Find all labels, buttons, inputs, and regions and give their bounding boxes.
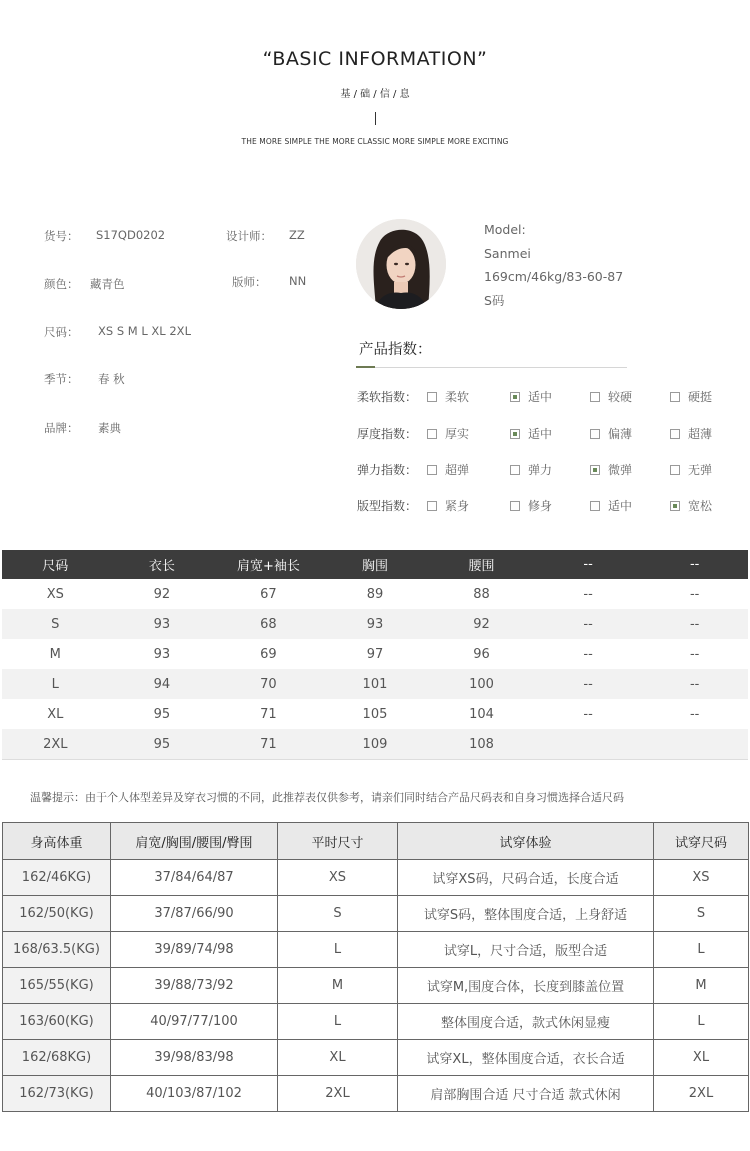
index-option-label: 宽松 <box>688 499 713 513</box>
index-option <box>427 388 469 405</box>
table-cell: 39/88/73/92 <box>111 968 278 1004</box>
table-cell: M <box>49 646 61 662</box>
index-option <box>427 425 469 442</box>
fit-table-header-cell: 试穿体验 <box>398 823 654 860</box>
size-notice: 温馨提示：由于个人体型差异及穿衣习惯的不同，此推荐表仅供参考，请亲们同时结合产品尺码表和自身习惯选择合适尺码 <box>30 791 624 804</box>
table-row <box>2 609 748 639</box>
product-index-divider <box>356 367 627 368</box>
size-table-header-cell: -- <box>535 550 642 579</box>
index-option <box>590 497 632 514</box>
table-cell: 163/60(KG) <box>3 1004 111 1040</box>
pattern-maker-value: NN <box>289 274 307 288</box>
table-cell: -- <box>583 586 593 602</box>
index-option-label: 偏薄 <box>608 427 633 441</box>
table-cell: XL <box>47 706 64 722</box>
table-cell: -- <box>689 706 700 722</box>
index-label: 厚度指数： <box>357 427 418 441</box>
table-cell: -- <box>583 706 593 722</box>
table-cell: -- <box>535 609 642 639</box>
index-option-label: 超弹 <box>445 463 470 477</box>
table-cell: 2XL <box>278 1076 398 1112</box>
table-cell: -- <box>689 646 700 662</box>
table-cell: 162/73(KG) <box>3 1076 111 1112</box>
table-row <box>2 729 748 760</box>
index-option <box>427 497 469 514</box>
table-cell: -- <box>535 669 642 699</box>
table-cell <box>535 729 642 760</box>
table-row <box>3 1076 749 1112</box>
table-cell: 39/98/83/98 <box>111 1040 278 1076</box>
fit-table-header <box>3 823 749 860</box>
table-cell: 97 <box>366 646 384 662</box>
checkbox-icon <box>427 501 437 511</box>
table-cell: 101 <box>322 669 429 699</box>
table-cell: 40/103/87/102 <box>111 1076 278 1112</box>
index-option-label: 超薄 <box>688 427 713 441</box>
table-cell: 165/55(KG) <box>3 968 111 1004</box>
table-cell: 肩部胸围合适 尺寸合适 款式休闲 <box>398 1076 654 1112</box>
model-size: S码 <box>484 292 505 308</box>
checkbox-checked-icon <box>590 465 600 475</box>
table-cell: 93 <box>109 609 216 639</box>
table-row <box>2 669 748 699</box>
size-table-header-cell: -- <box>641 550 748 579</box>
index-option-label: 厚实 <box>445 427 470 441</box>
index-option <box>510 497 552 514</box>
table-cell: 37/87/66/90 <box>111 896 278 932</box>
checkbox-icon <box>510 501 520 511</box>
size-value: XS S M L XL 2XL <box>98 324 191 338</box>
table-cell: 整体围度合适，款式休闲显瘦 <box>398 1004 654 1040</box>
brand-value: 素典 <box>98 421 121 435</box>
table-row <box>3 896 749 932</box>
table-row <box>3 860 749 896</box>
size-label: 尺码： <box>44 325 79 339</box>
table-cell: 108 <box>428 729 535 760</box>
table-cell: 试穿XS码，尺码合适，长度合适 <box>398 860 654 896</box>
checkbox-checked-icon <box>510 429 520 439</box>
index-option <box>590 388 632 405</box>
model-name: Sanmei <box>484 245 531 261</box>
table-cell: 37/84/64/87 <box>111 860 278 896</box>
table-cell: XS <box>46 586 64 602</box>
table-cell: XS <box>654 860 749 896</box>
table-cell: 93 <box>322 609 429 639</box>
index-option-label: 较硬 <box>608 390 633 404</box>
table-cell: M <box>654 968 749 1004</box>
table-cell: 40/97/77/100 <box>111 1004 278 1040</box>
size-table-header-cell: 肩宽+袖长 <box>215 550 322 579</box>
fit-table-header-cell: 试穿尺码 <box>654 823 749 860</box>
color-label: 颜色： <box>44 277 79 291</box>
index-option <box>510 425 552 442</box>
table-row <box>3 968 749 1004</box>
fit-table <box>2 822 749 1112</box>
table-cell: 95 <box>109 729 216 760</box>
checkbox-icon <box>670 429 680 439</box>
table-cell: XS <box>278 860 398 896</box>
index-option <box>427 461 469 478</box>
page-subtitle: 基 / 础 / 信 / 息 <box>340 89 410 100</box>
checkbox-icon <box>590 392 600 402</box>
table-cell: -- <box>641 609 748 639</box>
size-table-header-cell: 尺码 <box>2 550 109 579</box>
table-cell: 试穿M,围度合体，长度到膝盖位置 <box>398 968 654 1004</box>
index-option-label: 紧身 <box>445 499 470 513</box>
table-cell: L <box>654 932 749 968</box>
table-cell: 试穿XL，整体围度合适，衣长合适 <box>398 1040 654 1076</box>
index-label: 版型指数： <box>357 499 418 513</box>
checkbox-icon <box>670 392 680 402</box>
table-cell: 69 <box>260 646 277 662</box>
model-avatar <box>356 219 446 309</box>
table-cell: 89 <box>366 586 384 602</box>
table-cell: L <box>278 932 398 968</box>
index-option-label: 硬挺 <box>688 390 713 404</box>
table-cell: 88 <box>473 586 490 602</box>
checkbox-icon <box>510 465 520 475</box>
fit-table-header-cell: 肩宽/胸围/腰围/臀围 <box>111 823 278 860</box>
table-cell: 95 <box>153 706 171 722</box>
designer-label: 设计师： <box>226 229 272 243</box>
index-option-label: 修身 <box>528 499 553 513</box>
table-cell: XL <box>654 1040 749 1076</box>
size-table-header-cell: 胸围 <box>322 550 429 579</box>
table-cell <box>641 729 748 760</box>
index-option <box>510 388 552 405</box>
table-cell: 71 <box>215 729 322 760</box>
table-cell: 70 <box>215 669 322 699</box>
table-cell: 94 <box>109 669 216 699</box>
model-portrait-icon <box>356 219 446 309</box>
table-cell: 试穿S码，整体围度合适，上身舒适 <box>398 896 654 932</box>
size-table-header-cell: 衣长 <box>109 550 216 579</box>
table-cell: 92 <box>153 586 171 602</box>
table-cell: 168/63.5(KG) <box>3 932 111 968</box>
index-option-label: 柔软 <box>445 390 470 404</box>
page-title: “BASIC INFORMATION” <box>262 48 488 70</box>
index-option <box>670 461 712 478</box>
product-index-divider-accent <box>356 366 375 368</box>
season-label: 季节： <box>44 372 79 386</box>
table-row <box>2 579 748 609</box>
table-row <box>2 639 748 669</box>
table-row <box>2 699 748 729</box>
checkbox-icon <box>590 429 600 439</box>
table-cell: 试穿L，尺寸合适，版型合适 <box>398 932 654 968</box>
table-cell: 162/68KG) <box>3 1040 111 1076</box>
product-index-title: 产品指数： <box>359 342 432 358</box>
index-option-label: 适中 <box>528 427 553 441</box>
index-option <box>670 497 712 514</box>
table-cell: 105 <box>362 706 388 722</box>
table-cell: 67 <box>260 586 277 602</box>
table-cell: S <box>654 896 749 932</box>
table-cell: 71 <box>260 706 277 722</box>
table-cell: 96 <box>473 646 490 662</box>
size-table-header <box>2 550 748 579</box>
checkbox-icon <box>590 501 600 511</box>
checkbox-icon <box>427 392 437 402</box>
index-option-label: 弹力 <box>528 463 553 477</box>
tagline: THE MORE SIMPLE THE MORE CLASSIC MORE SIMPLE MORE EXCITING <box>241 137 509 146</box>
index-option-label: 微弹 <box>608 463 633 477</box>
index-option <box>670 425 712 442</box>
index-option <box>590 461 632 478</box>
table-cell: S <box>2 609 109 639</box>
index-label: 柔软指数： <box>357 390 418 404</box>
table-cell: 93 <box>153 646 171 662</box>
index-label: 弹力指数： <box>357 463 418 477</box>
table-cell: L <box>654 1004 749 1040</box>
table-cell: 162/46KG) <box>3 860 111 896</box>
model-label: Model: <box>484 222 526 237</box>
table-cell: -- <box>641 669 748 699</box>
table-cell: 39/89/74/98 <box>111 932 278 968</box>
table-cell: -- <box>583 646 593 662</box>
fit-table-header-cell: 身高体重 <box>3 823 111 860</box>
model-measurements: 169cm/46kg/83-60-87 <box>484 269 624 284</box>
table-cell: 100 <box>428 669 535 699</box>
table-cell: 109 <box>322 729 429 760</box>
table-cell: 2XL <box>654 1076 749 1112</box>
index-option-label: 适中 <box>608 499 633 513</box>
item-no-label: 货号： <box>44 229 79 243</box>
designer-value: ZZ <box>289 228 305 242</box>
model-info <box>484 218 623 312</box>
size-table-header-cell: 腰围 <box>428 550 535 579</box>
table-cell: 92 <box>428 609 535 639</box>
table-cell: 162/50(KG) <box>3 896 111 932</box>
brand-label: 品牌： <box>44 421 79 435</box>
season-value: 春 秋 <box>98 372 125 386</box>
table-cell: 104 <box>469 706 494 722</box>
checkbox-icon <box>670 465 680 475</box>
checkbox-checked-icon <box>510 392 520 402</box>
color-value: 藏青色 <box>90 277 125 291</box>
table-cell: 68 <box>215 609 322 639</box>
table-cell: -- <box>689 586 700 602</box>
index-option <box>670 388 712 405</box>
table-cell: S <box>278 896 398 932</box>
divider-vertical <box>375 112 376 125</box>
index-option-label: 适中 <box>528 390 553 404</box>
checkbox-icon <box>427 465 437 475</box>
table-row <box>3 1004 749 1040</box>
table-cell: M <box>278 968 398 1004</box>
checkbox-checked-icon <box>670 501 680 511</box>
table-row <box>3 1040 749 1076</box>
index-option <box>510 461 552 478</box>
size-table <box>2 550 748 760</box>
table-cell: L <box>278 1004 398 1040</box>
table-cell: XL <box>278 1040 398 1076</box>
pattern-maker-label: 版师： <box>232 275 267 289</box>
index-option-label: 无弹 <box>688 463 713 477</box>
item-no-value: S17QD0202 <box>96 228 166 242</box>
table-cell: L <box>2 669 109 699</box>
table-cell: 2XL <box>2 729 109 760</box>
index-option <box>590 425 632 442</box>
checkbox-icon <box>427 429 437 439</box>
table-row <box>3 932 749 968</box>
fit-table-header-cell: 平时尺寸 <box>278 823 398 860</box>
